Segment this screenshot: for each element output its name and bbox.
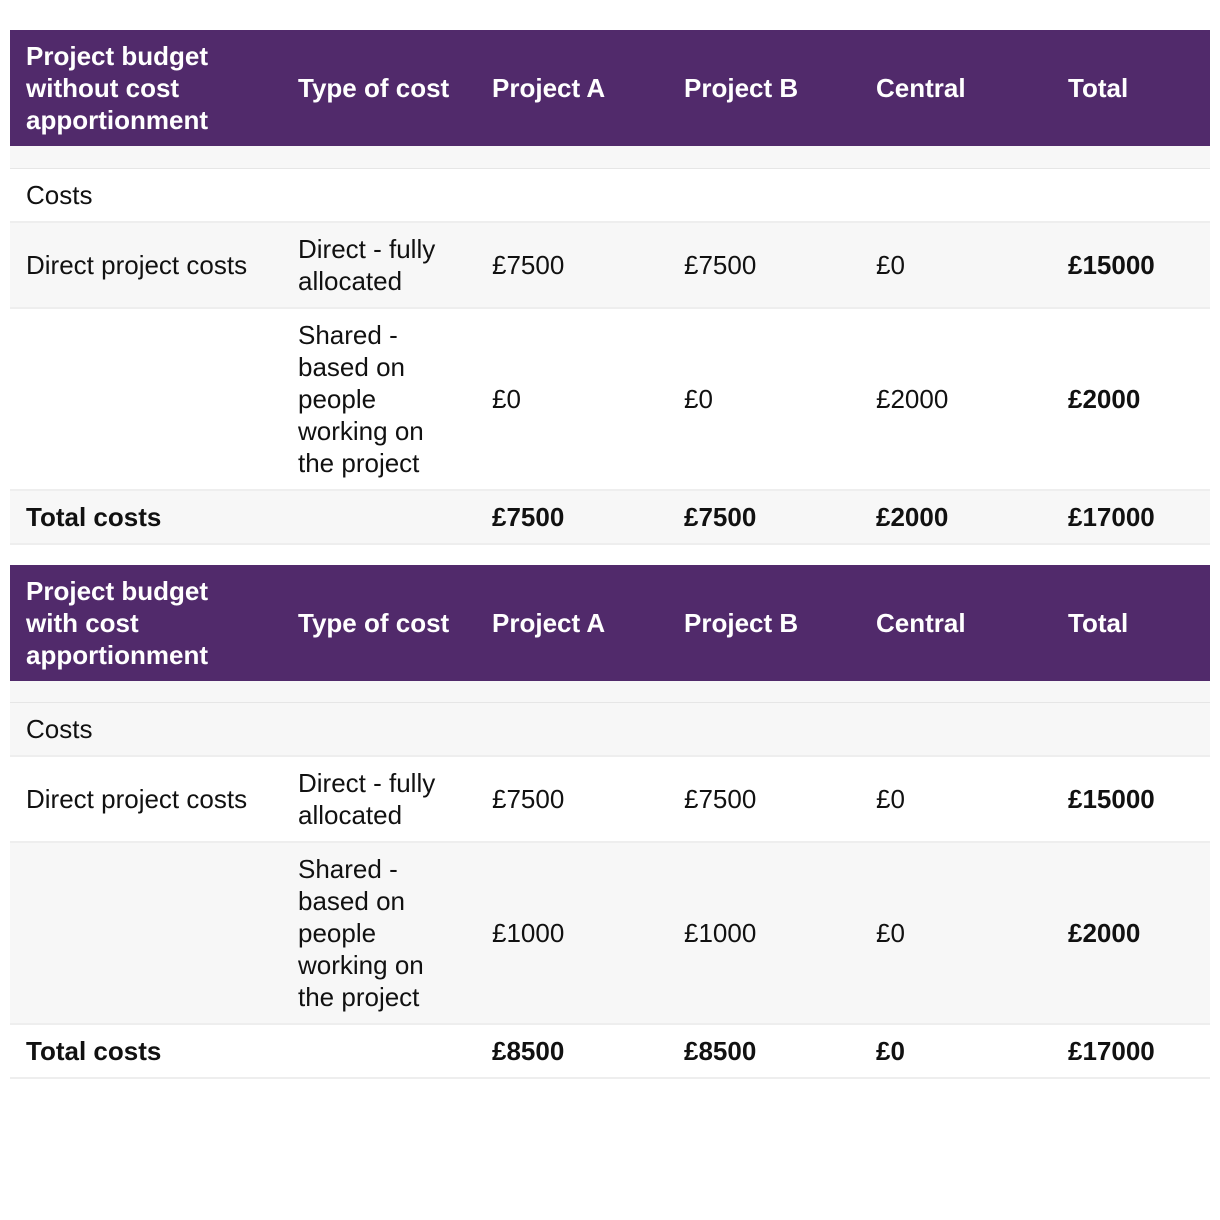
- budget-table-with-apportionment: [10, 565, 1210, 1080]
- section-label: Costs: [10, 703, 1210, 757]
- table-header-row: [10, 30, 1210, 146]
- value-project-a: £0: [476, 308, 668, 490]
- header-type-of-cost: Type of cost: [298, 73, 450, 103]
- row-label: [10, 842, 282, 1024]
- header-project-b: Project B: [684, 607, 799, 638]
- cost-type-empty: [282, 1024, 476, 1078]
- header-title: Project budget without cost apportionment: [26, 41, 209, 135]
- value-total: £2000: [1052, 308, 1210, 490]
- header-total: Total: [1068, 73, 1129, 103]
- value-project-a: £1000: [476, 842, 668, 1024]
- header-total: Total: [1068, 607, 1129, 638]
- cost-type: Direct - fully allocated: [282, 222, 476, 308]
- value-project-b: £8500: [668, 1024, 860, 1078]
- table-row-shared: [10, 308, 1210, 490]
- value-project-b: £7500: [668, 756, 860, 842]
- header-project-b: Project B: [684, 73, 799, 103]
- cost-type: Shared - based on people working on the project: [282, 308, 476, 490]
- section-label: Costs: [10, 168, 1210, 222]
- value-central: £2000: [860, 308, 1052, 490]
- value-project-a: £7500: [476, 222, 668, 308]
- value-project-a: £7500: [476, 490, 668, 544]
- value-central: £0: [860, 842, 1052, 1024]
- value-central: £0: [860, 1024, 1052, 1078]
- header-project-a: Project A: [492, 607, 606, 638]
- value-project-b: £1000: [668, 842, 860, 1024]
- table-header-row: [10, 565, 1210, 681]
- row-label: [10, 308, 282, 490]
- value-project-a: £7500: [476, 756, 668, 842]
- header-type-of-cost: Type of cost: [298, 607, 450, 638]
- cost-type-empty: [282, 490, 476, 544]
- spacer-row: [10, 146, 1210, 168]
- value-project-b: £7500: [668, 222, 860, 308]
- value-total: £17000: [1052, 490, 1210, 544]
- value-central: £2000: [860, 490, 1052, 544]
- row-label: Direct project costs: [10, 756, 282, 842]
- table-row-shared: [10, 842, 1210, 1024]
- row-label: Total costs: [10, 490, 282, 544]
- cost-type: Direct - fully allocated: [282, 756, 476, 842]
- value-project-b: £0: [668, 308, 860, 490]
- table-gap: [10, 545, 1210, 565]
- table-row-direct: [10, 756, 1210, 842]
- value-central: £0: [860, 756, 1052, 842]
- value-project-b: £7500: [668, 490, 860, 544]
- section-row-costs: [10, 703, 1210, 757]
- value-project-a: £8500: [476, 1024, 668, 1078]
- value-central: £0: [860, 222, 1052, 308]
- row-label: Total costs: [10, 1024, 282, 1078]
- value-total: £15000: [1052, 756, 1210, 842]
- cost-type: Shared - based on people working on the project: [282, 842, 476, 1024]
- header-project-a: Project A: [492, 73, 606, 103]
- section-row-costs: [10, 168, 1210, 222]
- table-row-total-costs: [10, 1024, 1210, 1078]
- header-central: Central: [876, 73, 966, 103]
- value-total: £15000: [1052, 222, 1210, 308]
- header-central: Central: [876, 607, 966, 638]
- header-title: Project budget with cost apportionment: [26, 575, 209, 670]
- spacer-row: [10, 681, 1210, 703]
- table-row-total-costs: [10, 490, 1210, 544]
- table-row-direct: [10, 222, 1210, 308]
- budget-table-without-apportionment: [10, 30, 1210, 545]
- value-total: £17000: [1052, 1024, 1210, 1078]
- value-total: £2000: [1052, 842, 1210, 1024]
- row-label: Direct project costs: [10, 222, 282, 308]
